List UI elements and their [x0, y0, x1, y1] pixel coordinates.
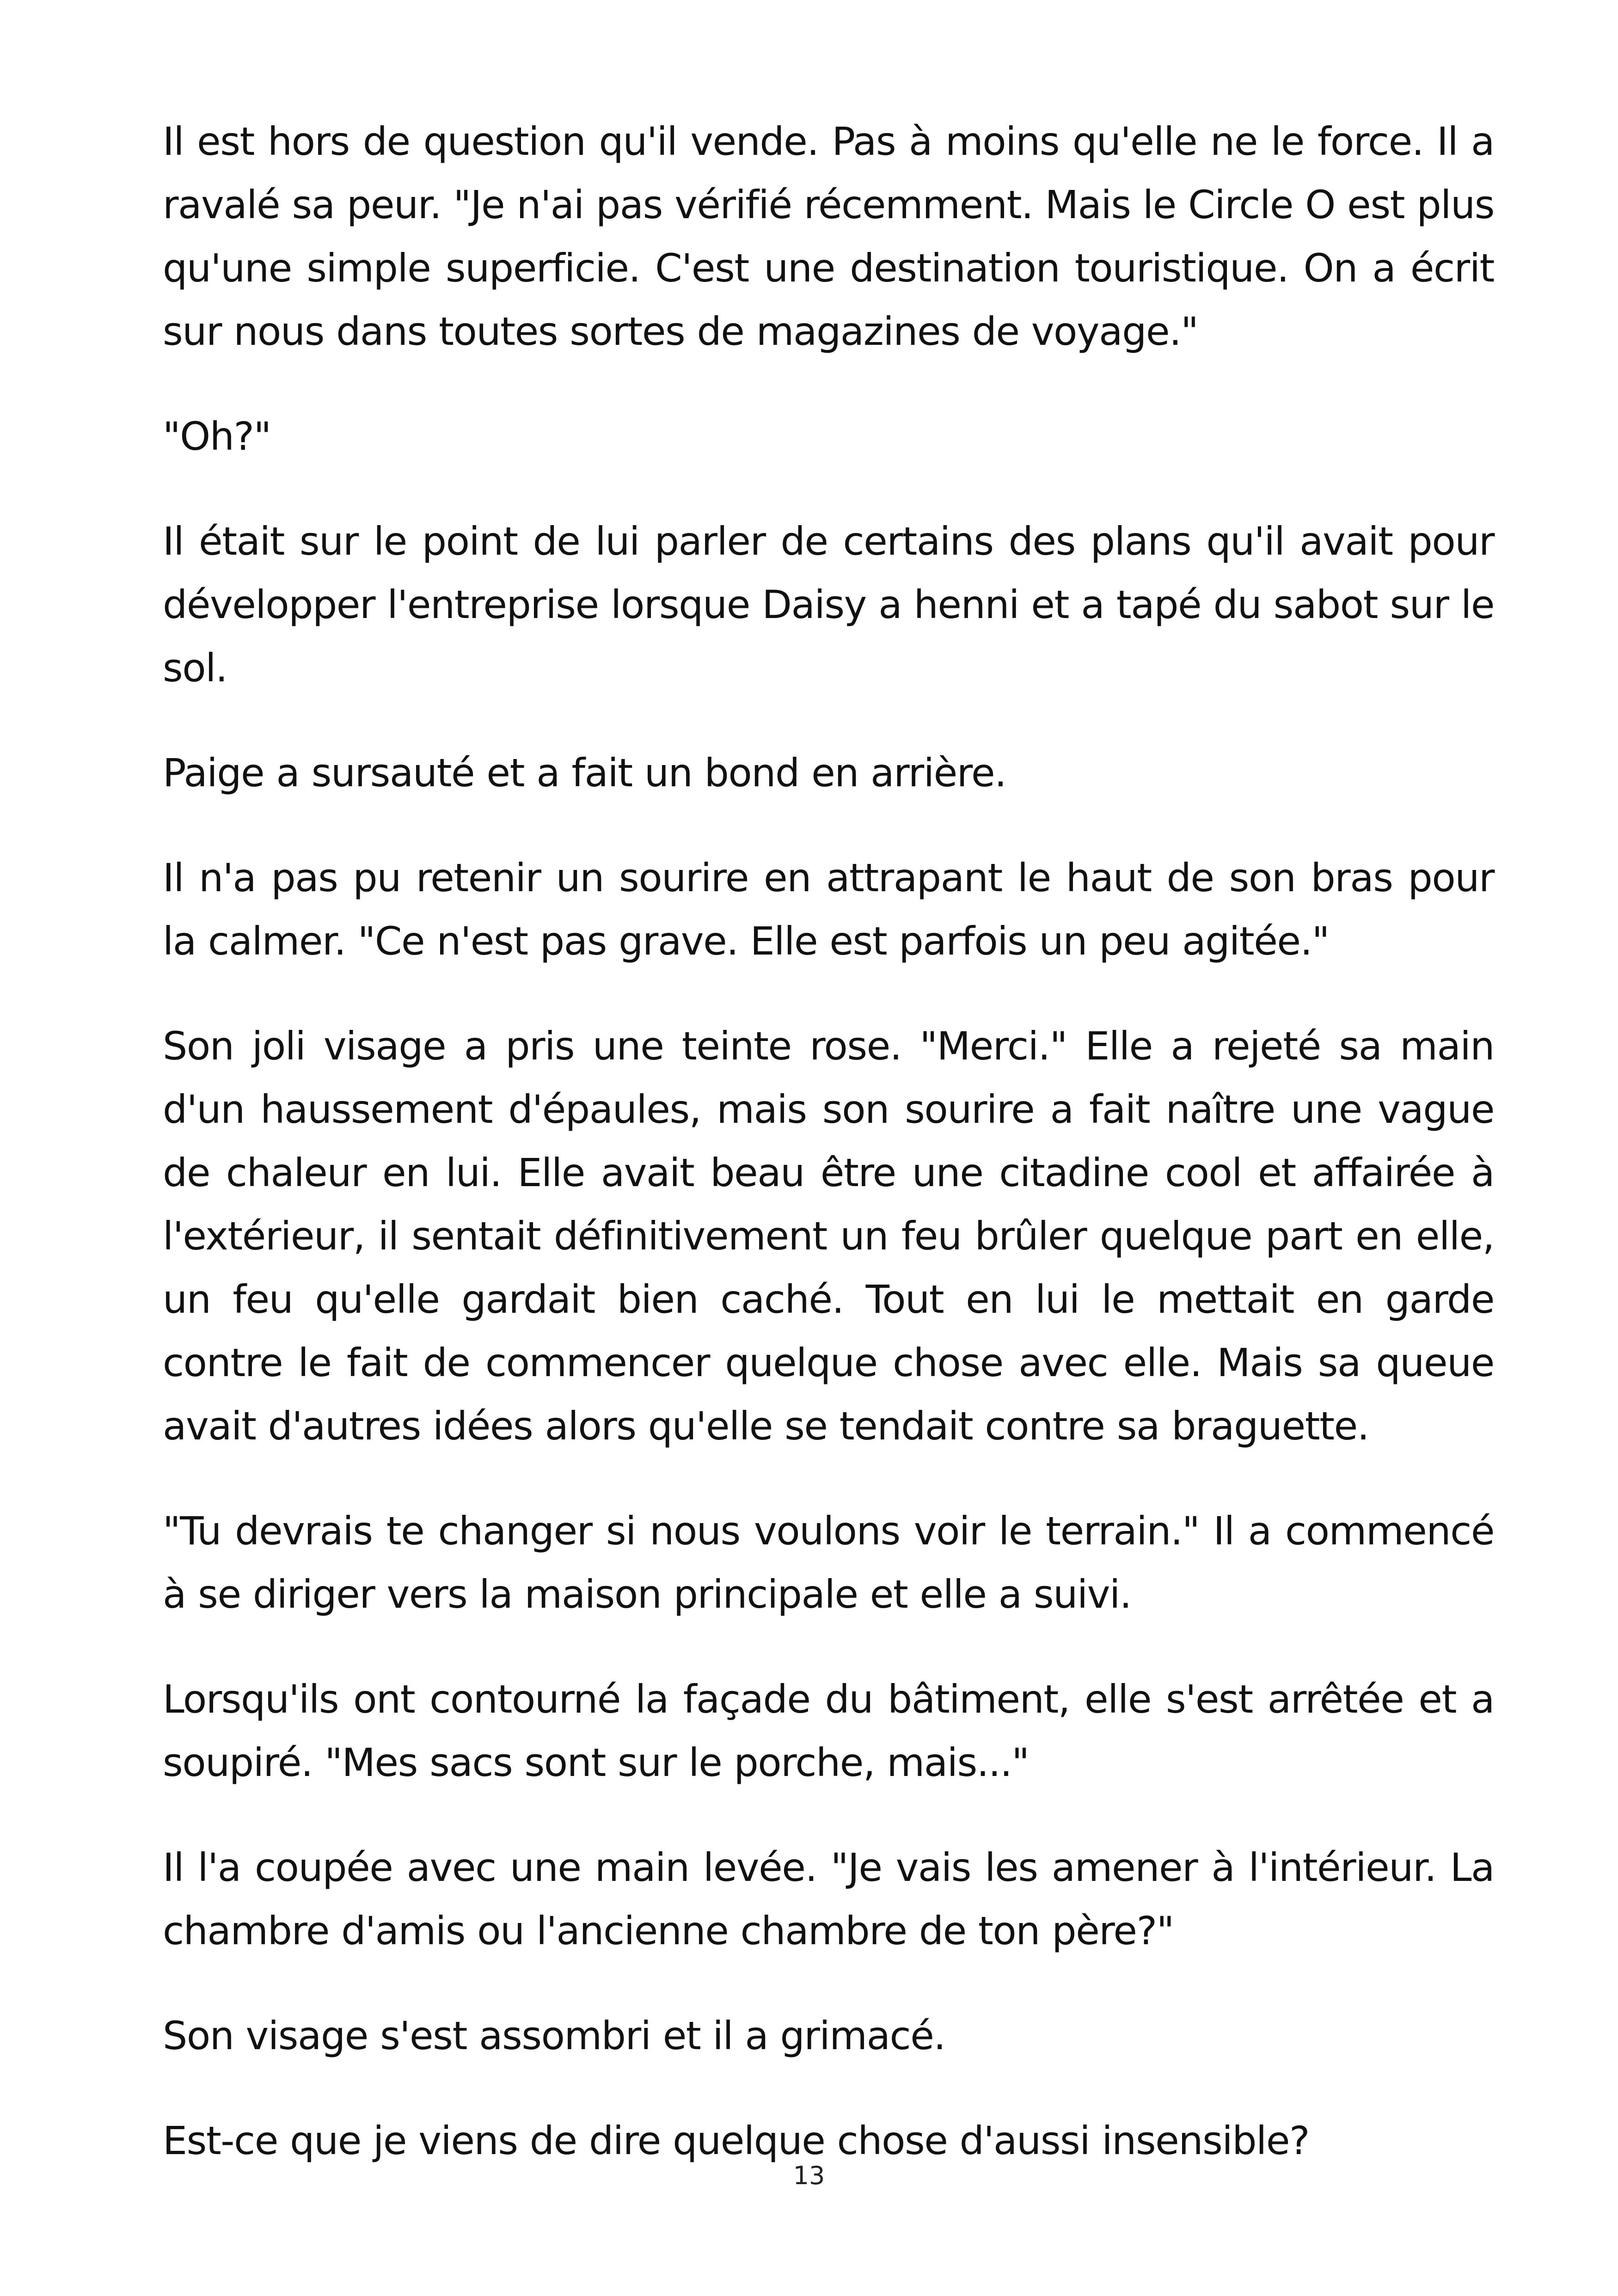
paragraph: "Tu devrais te changer si nous voulons voir le terrain." Il a commencé à se diriger vers la maison principale et elle a suivi.: [163, 1508, 1494, 1617]
page-number: 13: [793, 2161, 825, 2190]
paragraph: Il est hors de question qu'il vende. Pas à moins qu'elle ne le force. Il a ravalé sa peur. "Je n'ai pas vérifié récemment. Mais le Circle O est plus qu'une simple superficie. C'est une destination touristique. On a écrit sur nous dans toutes sortes de magazines de voyage.": [163, 119, 1494, 354]
body-text: [163, 110, 1494, 2214]
paragraph: Lorsqu'ils ont contourné la façade du bâtiment, elle s'est arrêtée et a soupiré. "Mes sacs sont sur le porche, mais...": [163, 1677, 1494, 1785]
paragraph: Est-ce que je viens de dire quelque chose d'aussi insensible?: [163, 2118, 1310, 2163]
paragraph: Paige a sursauté et a fait un bond en arrière.: [163, 750, 1006, 796]
paragraph: Son joli visage a pris une teinte rose. "Merci." Elle a rejeté sa main d'un haussement d'épaules, mais son sourire a fait naître une vague de chaleur en lui. Elle avait beau être une citadine cool et affairée à l'extérieur, il sentait définitivement un feu brûler quelque part en elle, un feu qu'elle gardait bien caché. Tout en lui le mettait en garde contre le fait de commencer quelque chose avec elle. Mais sa queue avait d'autres idées alors qu'elle se tendait contre sa braguette.: [163, 1023, 1494, 1449]
paragraph: "Oh?": [163, 414, 271, 459]
paragraph: Son visage s'est assombri et il a grimacé.: [163, 2013, 945, 2058]
paragraph: Il était sur le point de lui parler de certains des plans qu'il avait pour développer l'entreprise lorsque Daisy a henni et a tapé du sabot sur le sol.: [163, 519, 1494, 691]
paragraph: Il l'a coupée avec une main levée. "Je vais les amener à l'intérieur. La chambre d'amis ou l'ancienne chambre de ton père?": [163, 1845, 1494, 1953]
paragraph: Il n'a pas pu retenir un sourire en attrapant le haut de son bras pour la calmer. "Ce n'est pas grave. Elle est parfois un peu agitée.": [163, 855, 1494, 964]
